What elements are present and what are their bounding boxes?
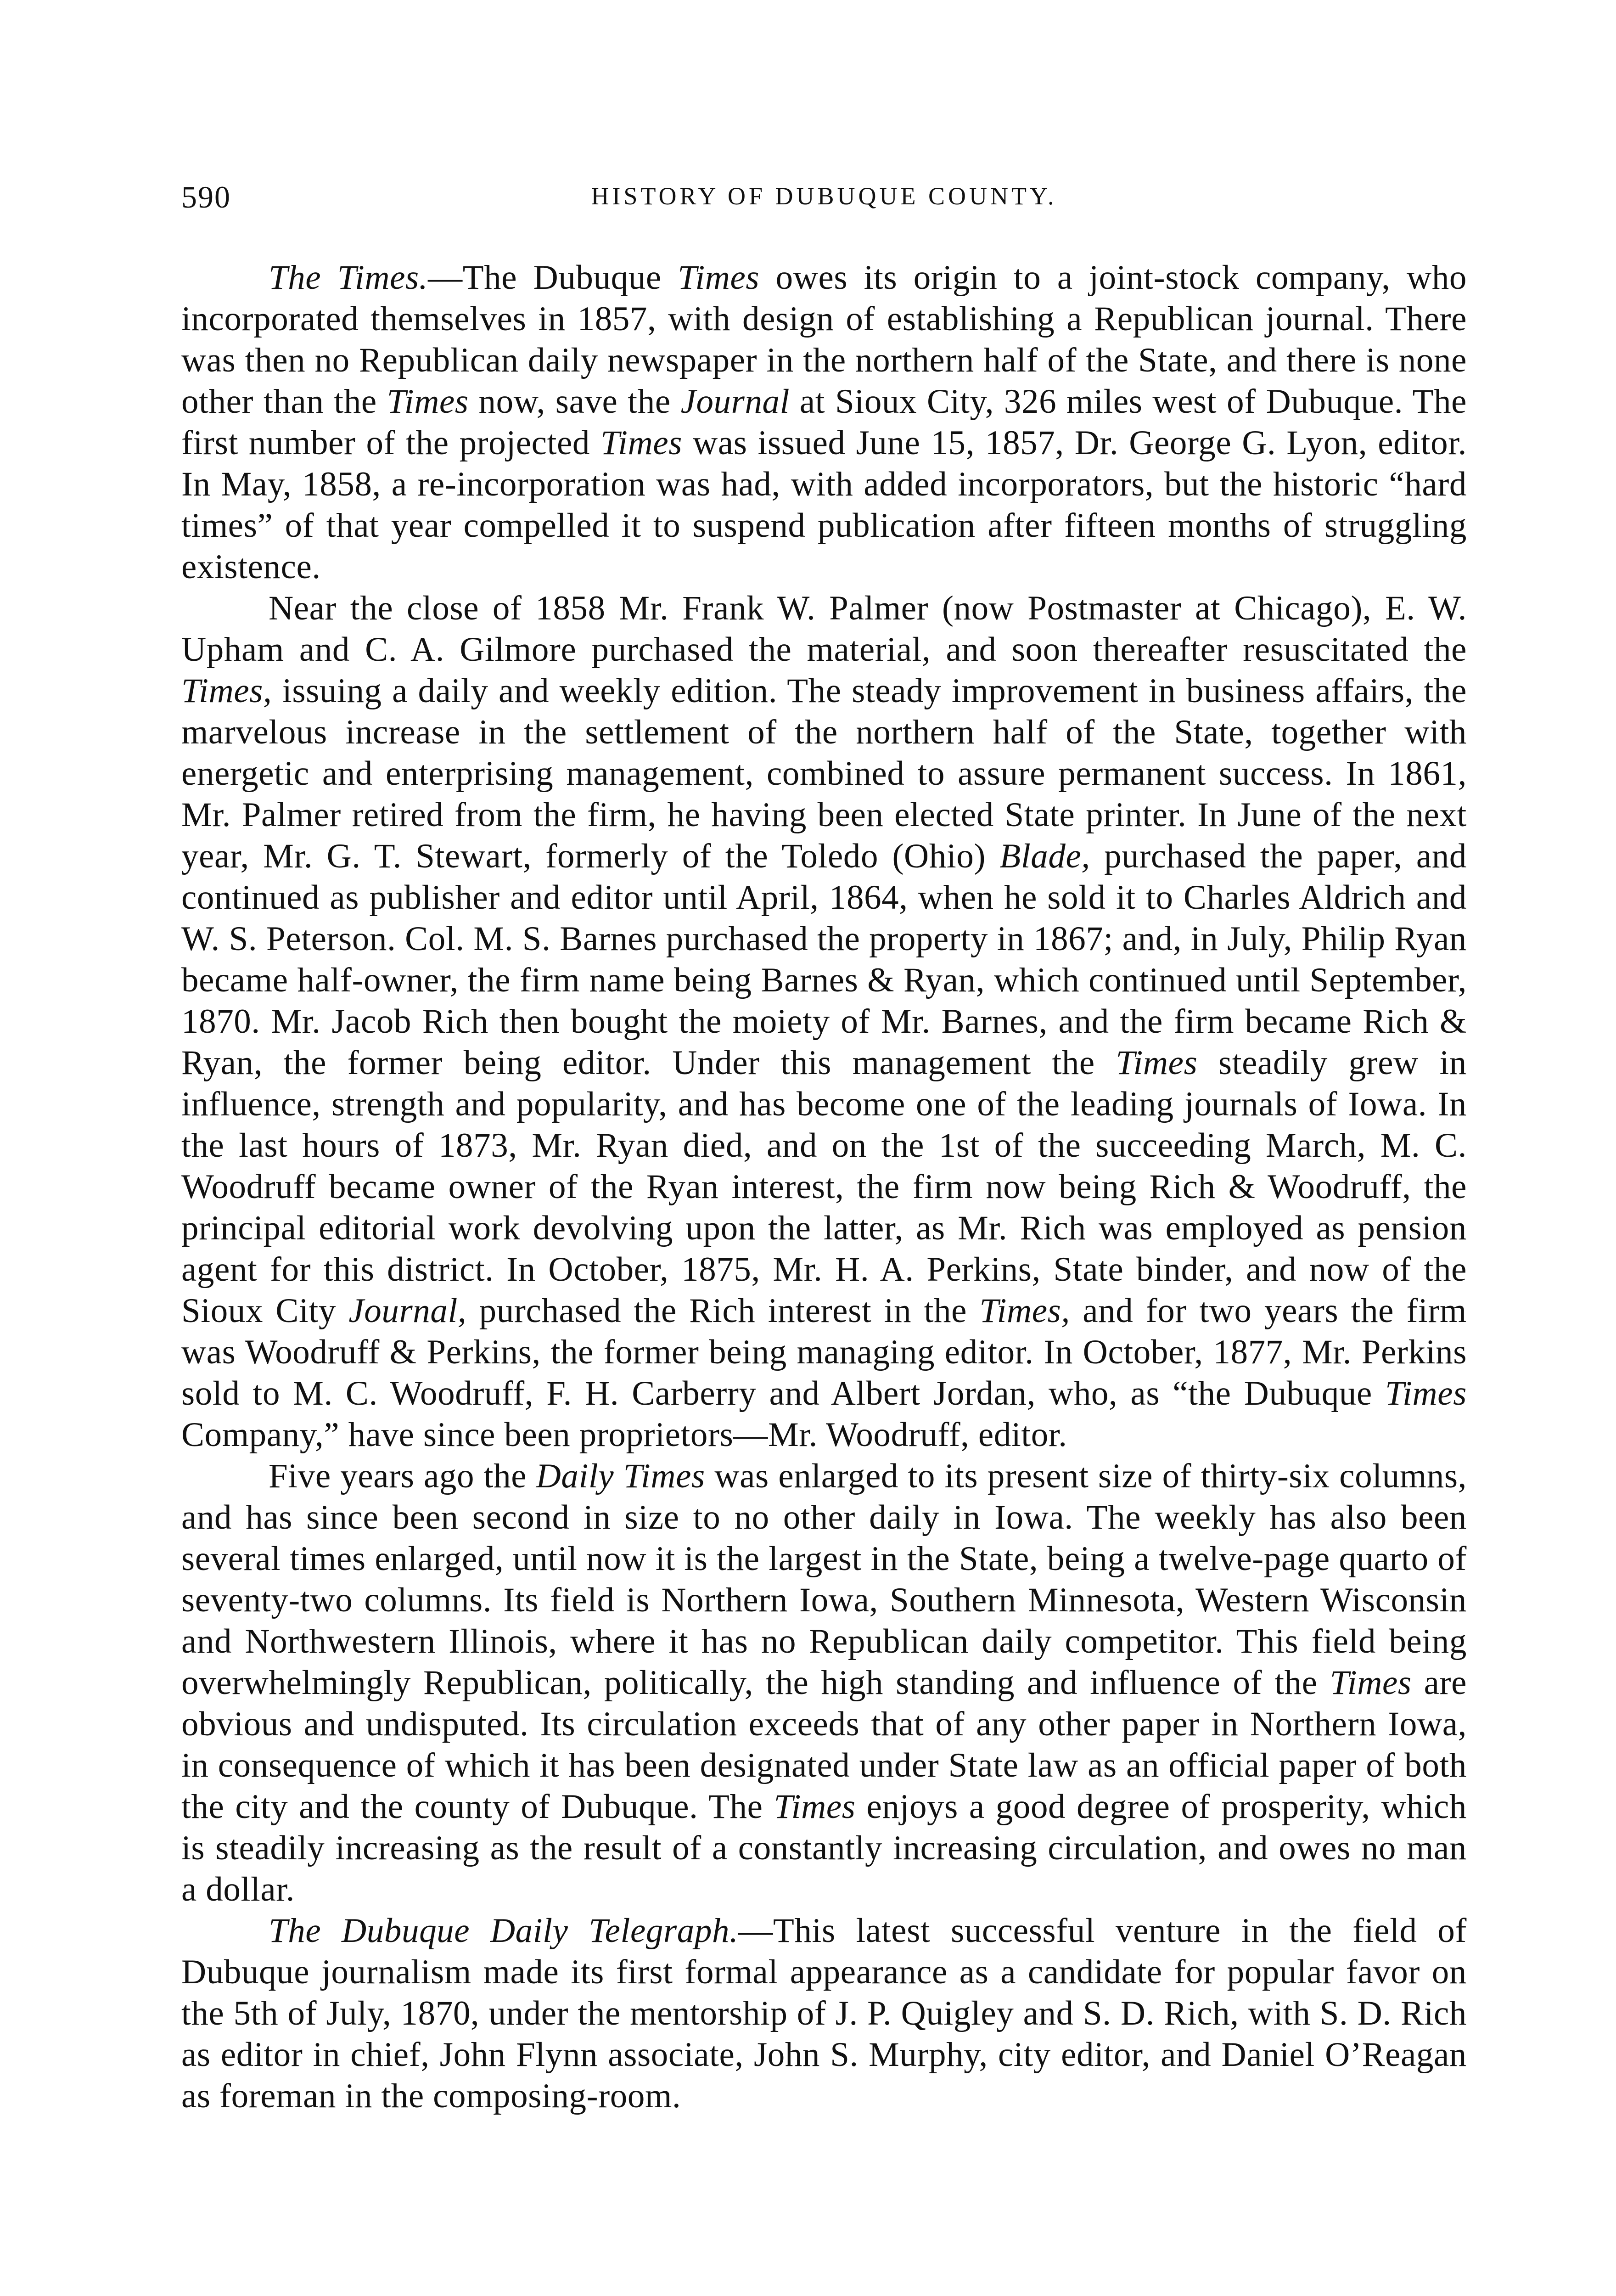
italic-run: Times	[774, 1788, 856, 1826]
text-run: now, save the	[468, 383, 681, 421]
italic-run: Times	[600, 424, 683, 462]
text-run: —This latest successful venture in the field of Dubuque journalism made its first formal appearance as a candidate for popular favor on the 5th of July, 1870, under the mentorship of J. P. Quigley and S. D. Rich, with S. D. Rich as editor in chief, John Flynn associate, John S. Murphy, city editor, and Daniel O’Reagan as foreman in the composing-room.	[181, 1912, 1467, 2115]
page-header	[181, 179, 1467, 220]
italic-run: Times	[387, 383, 469, 421]
running-title: HISTORY OF DUBUQUE COUNTY.	[591, 182, 1057, 210]
text-run: purchased the Rich interest in the	[466, 1292, 980, 1330]
italic-run: Times,	[979, 1292, 1070, 1330]
body-text	[181, 257, 1467, 2117]
text-run: Near the close of 1858 Mr. Frank W. Palmer (now Postmaster at Chicago), E. W. Upham and C. A. Gilmore purchased the material, and soon thereafter resuscitated the	[181, 589, 1467, 669]
text-run: at Sioux City, 326 miles west of Dubuque. The first number of the projected	[181, 383, 1467, 462]
italic-run: Journal	[680, 383, 790, 421]
italic-run: The Times.	[269, 259, 428, 297]
text-run: owes its origin to a joint-stock company, who incorporated themselves in 1857, with design of establishing a Republican journal. There was then no Republican daily newspaper in the northern half of the State, and there is none other than the	[181, 259, 1467, 421]
italic-run: Journal,	[348, 1292, 467, 1330]
italic-run: The Dubuque Daily Telegraph.	[269, 1912, 739, 1950]
italic-run: Times	[1330, 1664, 1412, 1702]
italic-run: Times	[1116, 1044, 1198, 1082]
paragraph-times-history	[181, 588, 1467, 1456]
text-run: Five years ago the	[269, 1457, 536, 1495]
text-run: steadily grew in influence, strength and popularity, and has become one of the leading journals of Iowa. In the last hours of 1873, Mr. Ryan died, and on the 1st of the succeeding March, M. C. Woodruff became owner of the Ryan interest, the firm now being Rich & Woodruff, the principal editorial work devolving upon the latter, as Mr. Rich was employed as pension agent for this district. In October, 1875, Mr. H. A. Perkins, State binder, and now of the Sioux City	[181, 1044, 1467, 1330]
text-run: Company,” have since been proprietors—Mr. Woodruff, editor.	[181, 1416, 1067, 1454]
italic-run: Times	[678, 259, 760, 297]
text-run: was enlarged to its present size of thirty-six columns, and has since been second in size to no other daily in Iowa. The weekly has also been several times enlarged, until now it is the largest in the State, being a twelve-page quarto of seventy-two columns. Its field is Northern Iowa, Southern Minnesota, Western Wisconsin and Northwestern Illinois, where it has no Republican daily competitor. This field being overwhelmingly Republican, politically, the high standing and influence of the	[181, 1457, 1467, 1702]
text-run: purchased the paper, and continued as publisher and editor until April, 1864, when he sold it to Charles Aldrich and W. S. Peterson. Col. M. S. Barnes purchased the property in 1867; and, in July, Philip Ryan became half-owner, the firm name being Barnes & Ryan, which continued until September, 1870. Mr. Jacob Rich then bought the moiety of Mr. Barnes, and the firm became Rich & Ryan, the former being editor. Under this management the	[181, 837, 1467, 1082]
page-number: 590	[181, 180, 231, 214]
text-run: issuing a daily and weekly edition. The steady improvement in business affairs, the marvelous increase in the settlement of the northern half of the State, together with energetic and enterprising management, combined to assure permanent success. In 1861, Mr. Palmer retired from the firm, he having been elected State printer. In June of the next year, Mr. G. T. Stewart, formerly of the Toledo (Ohio)	[181, 672, 1467, 875]
text-run: was issued June 15, 1857, Dr. George G. Lyon, editor. In May, 1858, a re-incorporation was had, with added incorporators, but the historic “hard times” of that year compelled it to suspend publication after fifteen months of struggling existence.	[181, 424, 1467, 586]
text-run: are obvious and undisputed. Its circulation exceeds that of any other paper in Northern Iowa, in consequence of which it has been designated under State law as an official paper of both the city and the county of Dubuque. The	[181, 1664, 1467, 1826]
paragraph-times-present	[181, 1456, 1467, 1910]
italic-run: Times,	[181, 672, 272, 710]
italic-run: Times	[1385, 1374, 1467, 1412]
paragraph-telegraph	[181, 1910, 1467, 2117]
italic-run: Daily Times	[536, 1457, 705, 1495]
text-run: enjoys a good degree of prosperity, which is steadily increasing as the result of a constantly increasing circulation, and owes no man a dollar.	[181, 1788, 1467, 1908]
paragraph-times-origin	[181, 257, 1467, 588]
italic-run: Blade,	[999, 837, 1090, 875]
text-run: —The Dubuque	[428, 259, 678, 297]
text-run: and for two years the firm was Woodruff & Perkins, the former being managing editor. In October, 1877, Mr. Perkins sold to M. C. Woodruff, F. H. Carberry and Albert Jordan, who, as “the Dubuque	[181, 1292, 1467, 1412]
